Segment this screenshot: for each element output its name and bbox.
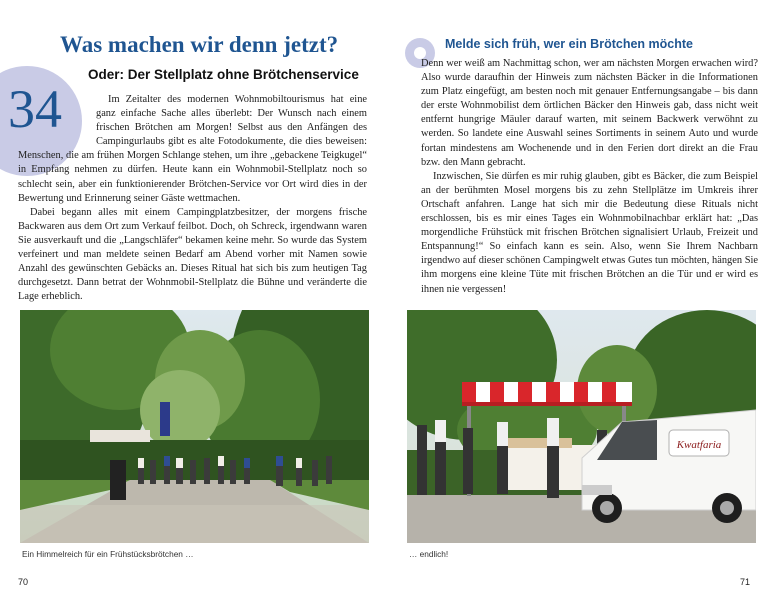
campsite-road-photo [20,310,369,543]
paragraph: Denn wer weiß am Nachmittag schon, wer am nächsten Morgen erwachen wird? Also wurde daraufhin der Hinweis zum nächsten Bäcker in die Informationen zum Platz eingefügt, am besten noch mit genauer Entfernungsangabe – bis dann der erste Wohnmobilist dem örtlichen Bäcker den Hinweis gab, dass nicht weit entfernt hungrige Mäuler darauf warten, mit seinem Backwerk verwöhnt zu werden. So landete eine Auswahl seines Sortiments in seinem Auto und wurde fortan mindestens am Wochenende und in den Ferien dort direkt an die Frau bzw. den Mann gebracht. [421,58,758,168]
tip-heading: Melde sich früh, wer ein Brötchen möchte [445,37,693,51]
chapter-subtitle: Oder: Der Stellplatz ohne Brötchenservice [88,67,359,82]
paragraph: Dabei begann alles mit einem Campingplatzbesitzer, der morgens frische Backwaren aus dem Ort zum Verkauf feilbot. Doch, oh Schreck, irgendwann waren Sie ausverkauft und die „Langschläfer“ bekamen keine mehr. So wurde das System verfeinert und man meldete seinen Bedarf am Abend vorher mit Namen sowie Anzahl des gewünschten Gebäcks an. Dieses Ritual hat sich bis zum heutigen Tag durchgesetzt. Dann betrat der Wohnmobil-Stellplatz die Bühne und veränderte die Lage erheblich. [18,206,367,303]
van-brand-logo: Kwatfaria [676,439,722,451]
right-page [389,0,778,600]
chapter-title: Was machen wir denn jetzt? [60,32,339,57]
photo-caption: … endlich! [409,549,449,559]
photo-caption: Ein Himmelreich für ein Frühstücksbrötchen … [22,549,194,559]
right-body-text [421,57,758,297]
page-number: 70 [18,577,29,587]
left-body-text [18,93,367,304]
paragraph: Im Zeitalter des modernen Wohnmobiltourismus hat eine ganz einfache Sache alles überlebt: Der Wunsch nach einem frischen Brötchen am Morgen! Selbst aus den Anfängen des Campingurlaubs gibt es alte Fotodokumente, die dies beweisen: Menschen, die am frühen Morgen Schlange stehen, um ihre „gebackene Teigkugel“ in Empfang nehmen zu dürfen. Heute kann ein Wohnmobil-Stellplatz noch so schlecht sein, aber ein funktionierender Brötchen-Service vor Ort wird dies in der Bewertung und Erinnerung seiner Gäste wettmachen. [18,94,367,204]
bakery-van-photo [407,310,756,543]
page-number: 71 [740,577,751,587]
paragraph: Inzwischen, Sie dürfen es mir ruhig glauben, gibt es Bäcker, die zum Beispiel an der berühmten Mosel morgens bis zu zehn Stellplätze im Umkreis ihrer Ortschaft anfahren. Lange hat sich mir die Bedeutung diese Rituals nicht erschlossen, bis es mir eines Tages ein Wohnmobilnachbar erklärt hat: „Das morgendliche Frühstück mit frischen Brötchen signalisiert Urlaub, Freizeit und Entspannung!“ So einfach kann es sein. Also, wenn Sie Ihrem Nachbarn irgendwo auf dieser schönen Campingwelt etwas Gutes tun möchten, hängen Sie ihm morgens eine kleine Tüte mit frischen Brötchen an die Tür und er wird es ihnen nie vergessen! [421,170,758,295]
chapter-number: 34 [8,79,62,139]
